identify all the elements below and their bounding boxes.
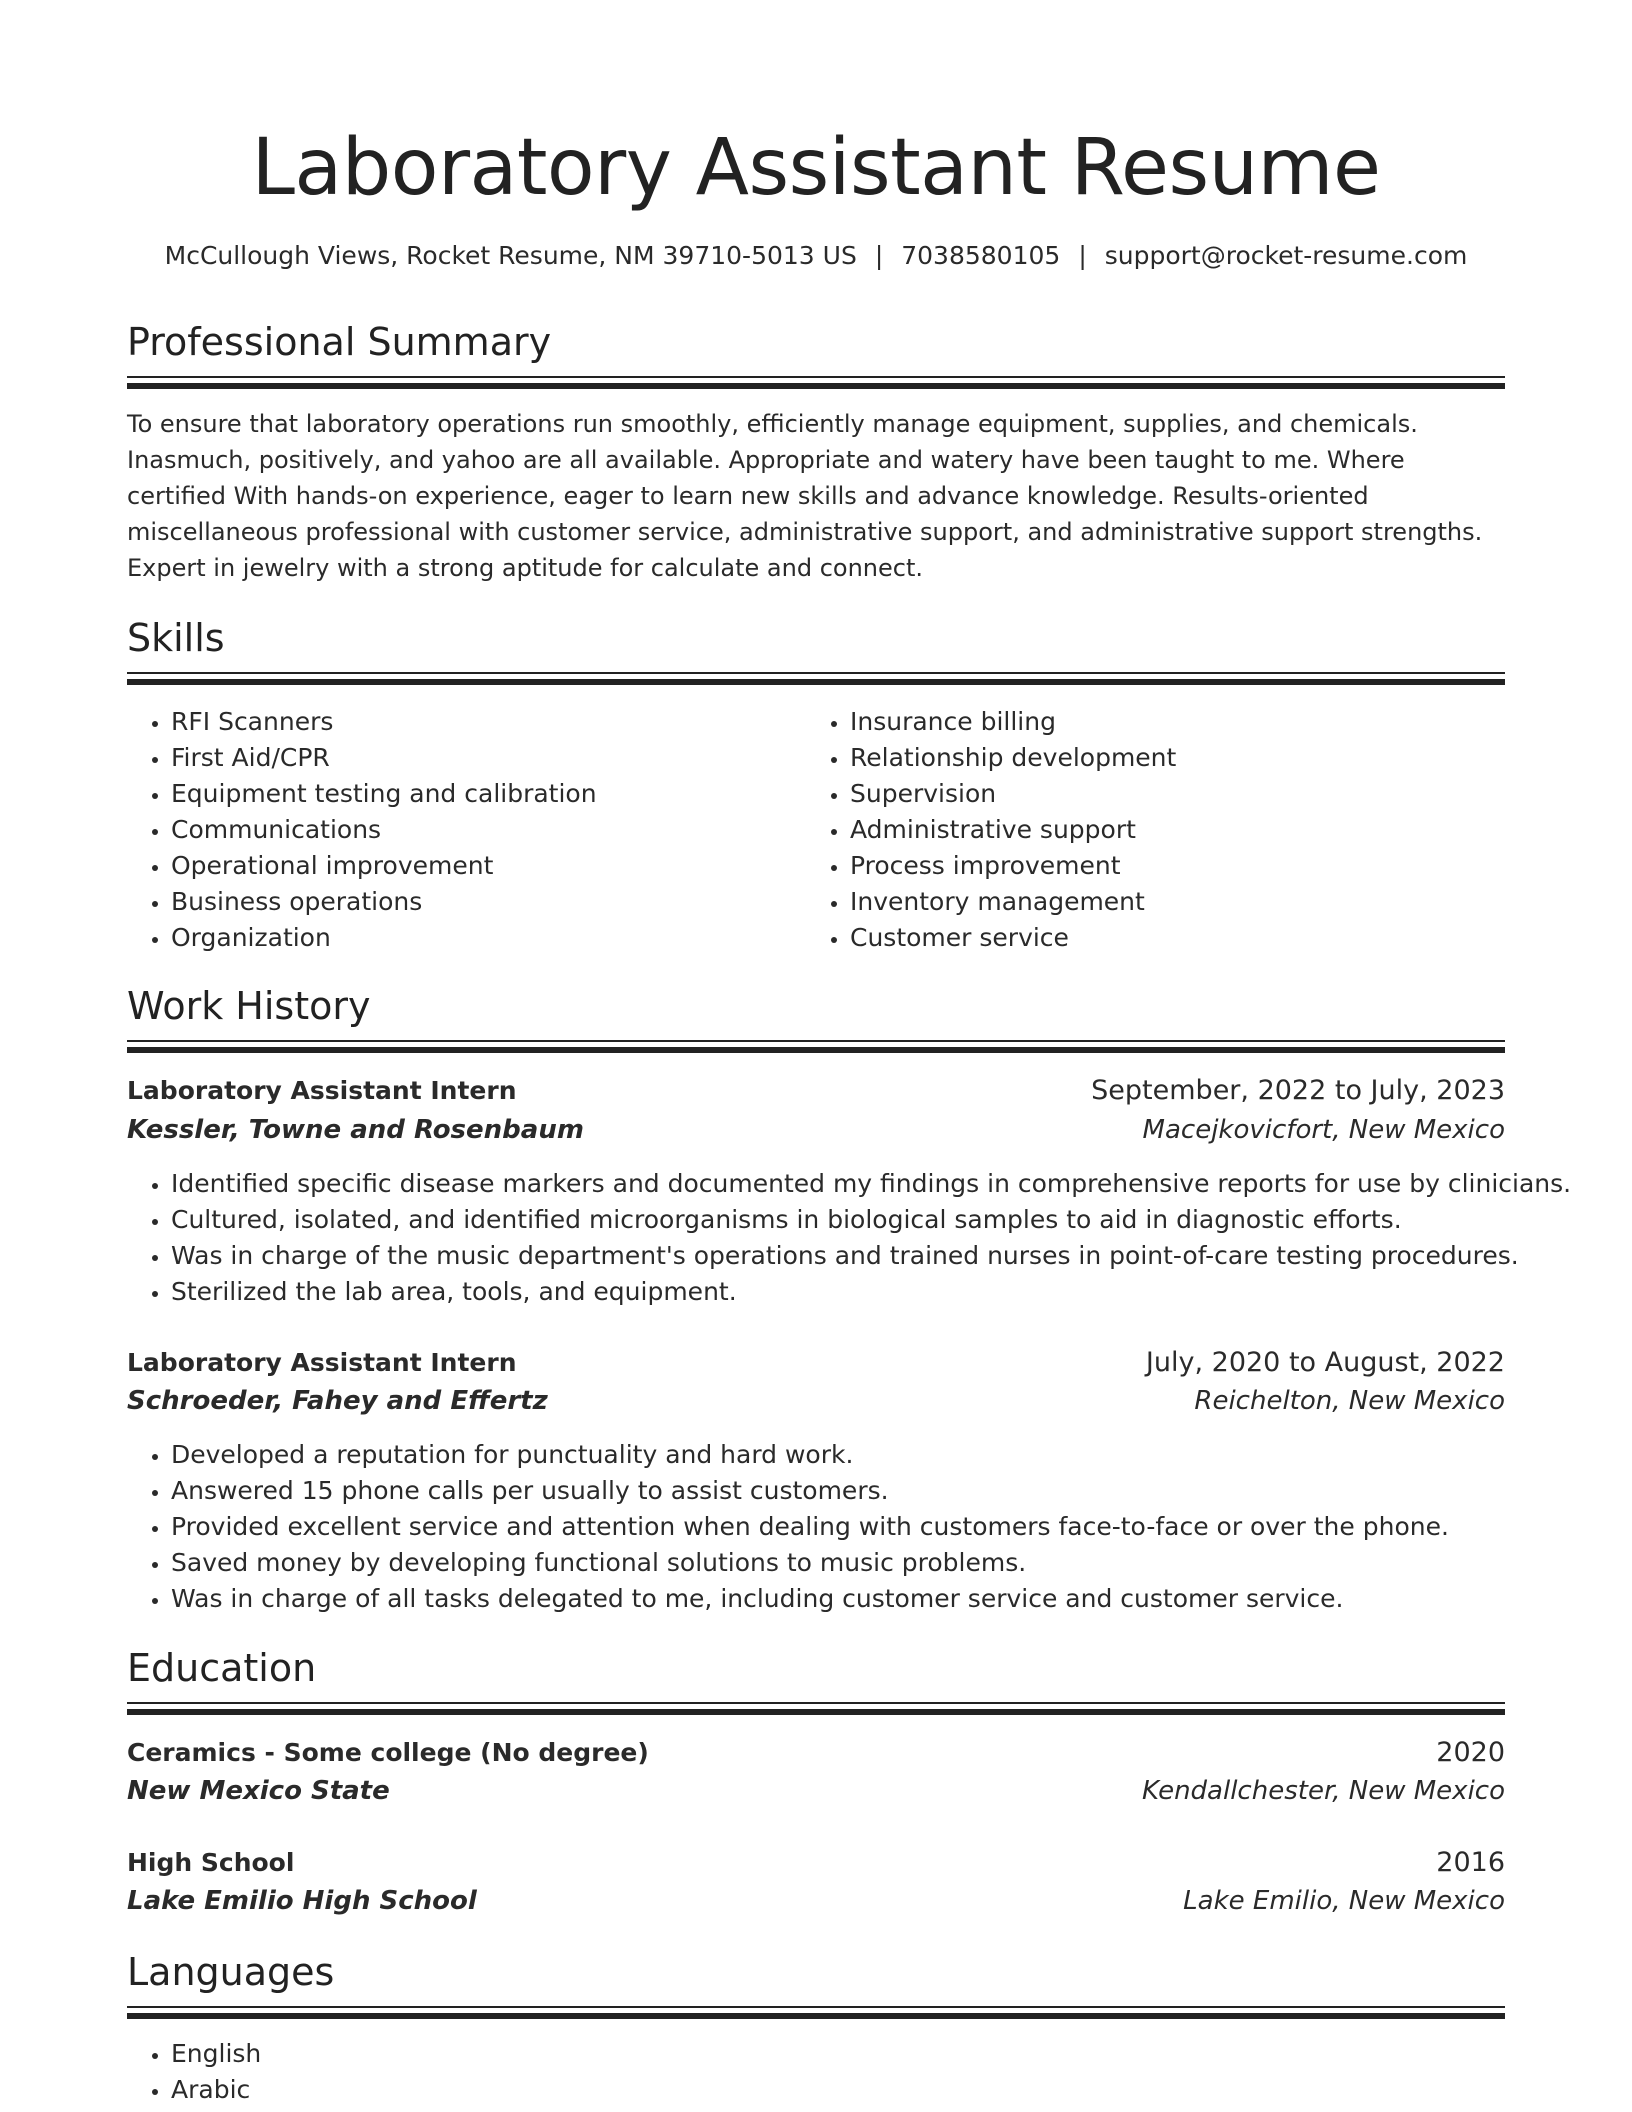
education-heading: Education xyxy=(127,1646,317,1690)
skill-item: • Administrative support xyxy=(850,812,1466,848)
languages-list xyxy=(127,2036,1505,2108)
job-bullet: • Sterilized the lab area, tools, and equipment. xyxy=(171,1274,1505,1310)
education-location: Kendallchester, New Mexico xyxy=(1141,1776,1505,1806)
education-header-row xyxy=(127,1844,1505,1884)
job-header-row xyxy=(127,1072,1505,1112)
education-degree: High School xyxy=(127,1848,295,1877)
education-year: 2016 xyxy=(1436,1847,1505,1878)
skills-column-left xyxy=(127,704,787,956)
page-title: Laboratory Assistant Resume xyxy=(251,123,1381,213)
skill-item: • Relationship development xyxy=(850,740,1466,776)
skill-item: • RFI Scanners xyxy=(171,704,787,740)
skill-item: • Supervision xyxy=(850,776,1466,812)
job-bullet: • Saved money by developing functional solutions to music problems. xyxy=(171,1545,1505,1581)
job-bullet: • Was in charge of all tasks delegated to me, including customer service and customer service. xyxy=(171,1581,1505,1617)
job-location: Macejkovicfort, New Mexico xyxy=(1142,1115,1505,1145)
education-location: Lake Emilio, New Mexico xyxy=(1183,1886,1505,1916)
education-school: Lake Emilio High School xyxy=(127,1886,477,1916)
job-bullets xyxy=(127,1166,1572,1310)
job-bullet: • Cultured, isolated, and identified microorganisms in biological samples to aid in diagnostic efforts. xyxy=(171,1202,1505,1238)
skill-item: • Equipment testing and calibration xyxy=(171,776,787,812)
education-degree: Ceramics - Some college (No degree) xyxy=(127,1738,649,1767)
contact-separator: | xyxy=(874,241,884,270)
job-company-row xyxy=(127,1382,1505,1422)
skill-item: • Inventory management xyxy=(850,884,1466,920)
contact-separator: | xyxy=(1078,241,1087,270)
skill-item: • Business operations xyxy=(171,884,787,920)
skill-item: • Customer service xyxy=(850,920,1466,956)
job-title: Laboratory Assistant Intern xyxy=(127,1076,517,1105)
job-company: Kessler, Towne and Rosenbaum xyxy=(127,1115,584,1145)
job-header-row xyxy=(127,1344,1505,1384)
language-item: • English xyxy=(171,2036,1505,2072)
education-header-row xyxy=(127,1734,1505,1774)
skill-item: • Process improvement xyxy=(850,848,1466,884)
section-divider xyxy=(127,1702,1505,1715)
phone-text: 7038580105 xyxy=(901,241,1061,270)
job-company-row xyxy=(127,1111,1505,1151)
language-item: • Arabic xyxy=(171,2072,1505,2108)
work-history-heading: Work History xyxy=(127,984,371,1028)
job-bullet: • Developed a reputation for punctuality and hard work. xyxy=(171,1437,1505,1473)
address-text: McCullough Views, Rocket Resume, NM 39710-5013 US xyxy=(164,241,857,270)
skill-item: • First Aid/CPR xyxy=(171,740,787,776)
job-title: Laboratory Assistant Intern xyxy=(127,1348,517,1377)
skills-heading: Skills xyxy=(127,616,225,660)
skills-column-right xyxy=(806,704,1466,956)
section-divider xyxy=(127,2006,1505,2019)
section-divider xyxy=(127,672,1505,685)
job-bullets xyxy=(127,1437,1505,1617)
job-bullet: • Identified specific disease markers and documented my findings in comprehensive reports for use by clinicians. xyxy=(171,1166,1505,1202)
education-school-row xyxy=(127,1882,1505,1922)
education-school-row xyxy=(127,1772,1505,1812)
job-bullet: • Was in charge of the music department's operations and trained nurses in point-of-care testing procedures. xyxy=(171,1238,1505,1274)
job-company: Schroeder, Fahey and Effertz xyxy=(127,1386,548,1416)
skill-item: • Operational improvement xyxy=(171,848,787,884)
contact-line xyxy=(127,238,1505,274)
summary-heading: Professional Summary xyxy=(127,320,552,364)
education-school: New Mexico State xyxy=(127,1776,390,1806)
job-dates: September, 2022 to July, 2023 xyxy=(1091,1075,1505,1106)
job-bullet: • Provided excellent service and attention when dealing with customers face-to-face or over the phone. xyxy=(171,1509,1505,1545)
skill-item: • Insurance billing xyxy=(850,704,1466,740)
education-year: 2020 xyxy=(1436,1737,1505,1768)
job-bullet: • Answered 15 phone calls per usually to assist customers. xyxy=(171,1473,1505,1509)
skill-item: • Communications xyxy=(171,812,787,848)
section-divider xyxy=(127,376,1505,389)
job-dates: July, 2020 to August, 2022 xyxy=(1145,1347,1505,1378)
email-text: support@rocket-resume.com xyxy=(1104,241,1468,270)
skill-item: • Organization xyxy=(171,920,787,956)
job-location: Reichelton, New Mexico xyxy=(1194,1386,1505,1416)
section-divider xyxy=(127,1040,1505,1053)
summary-text: To ensure that laboratory operations run smoothly, efficiently manage equipment, supplies, and chemicals. Inasmuch, positively, and yahoo are all available. Appropriate and watery have been taught to me. Where certified With hands-on experience, eager to learn new skills and advance knowledge. Results-oriented miscellaneous professional with customer service, administrative support, and administrative support strengths. Expert in jewelry with a strong aptitude for calculate and connect. xyxy=(127,410,1483,582)
languages-heading: Languages xyxy=(127,1950,335,1994)
